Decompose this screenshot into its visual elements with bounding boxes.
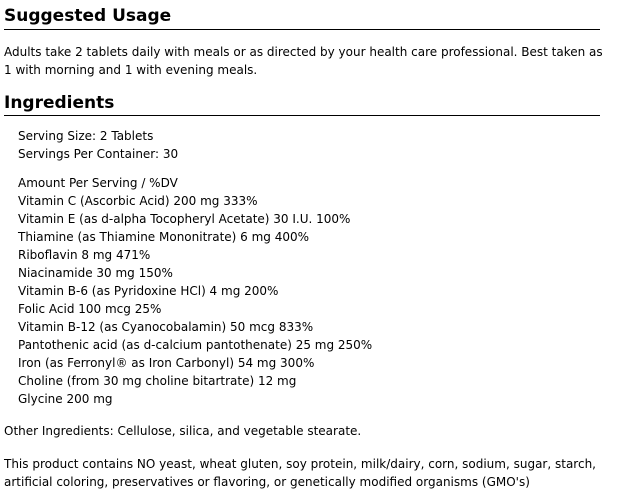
contains-statement: This product contains NO yeast, wheat gluten, soy protein, milk/dairy, corn, sodium, sugar, starch, artificial coloring, preservatives or flavoring, or genetically modified organisms (GMO's): [4, 457, 596, 489]
ingredients-heading: Ingredients: [4, 93, 115, 113]
serving-size: Serving Size: 2 Tablets: [18, 129, 154, 143]
amount-header: Amount Per Serving / %DV: [18, 176, 178, 190]
list-item: Thiamine (as Thiamine Mononitrate) 6 mg 400%: [18, 230, 310, 244]
list-item: Vitamin B-6 (as Pyridoxine HCl) 4 mg 200%: [18, 284, 279, 298]
other-ingredients: Other Ingredients: Cellulose, silica, and vegetable stearate.: [4, 424, 362, 438]
list-item: Vitamin B-12 (as Cyanocobalamin) 50 mcg 833%: [18, 320, 314, 334]
servings-per-container: Servings Per Container: 30: [18, 147, 179, 161]
section-divider: [4, 29, 600, 30]
ingredient-list: [18, 174, 372, 408]
suggested-usage-heading: Suggested Usage: [4, 6, 172, 26]
list-item: Niacinamide 30 mg 150%: [18, 266, 173, 280]
serving-info: [18, 127, 178, 163]
list-item: Iron (as Ferronyl® as Iron Carbonyl) 54 mg 300%: [18, 356, 315, 370]
list-item: Vitamin C (Ascorbic Acid) 200 mg 333%: [18, 194, 258, 208]
section-divider: [4, 115, 600, 116]
list-item: Pantothenic acid (as d-calcium pantothenate) 25 mg 250%: [18, 338, 373, 352]
list-item: Riboflavin 8 mg 471%: [18, 248, 151, 262]
list-item: Folic Acid 100 mcg 25%: [18, 302, 162, 316]
list-item: Vitamin E (as d-alpha Tocopheryl Acetate) 30 I.U. 100%: [18, 212, 351, 226]
list-item: Glycine 200 mg: [18, 392, 113, 406]
suggested-usage-text: Adults take 2 tablets daily with meals or as directed by your health care professional. Best taken as 1 with morning and 1 with evening meals.: [4, 45, 603, 77]
list-item: Choline (from 30 mg choline bitartrate) 12 mg: [18, 374, 297, 388]
